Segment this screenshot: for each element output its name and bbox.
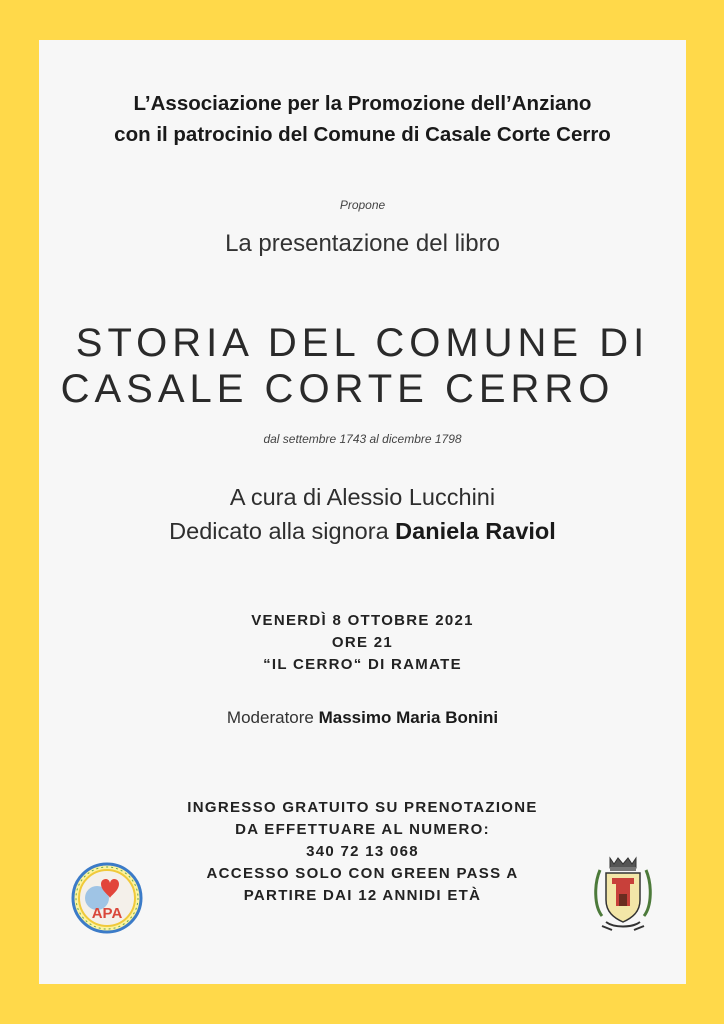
info-line-5: PARTIRE DAI 12 ANNIDI ETÀ — [243, 887, 482, 904]
info-line-2: DA EFFETTUARE AL NUMERO: — [235, 821, 490, 838]
moderator-label: Moderatore — [226, 708, 314, 727]
propone-label: Propone — [339, 198, 386, 212]
dedication-line — [39, 514, 686, 548]
event-date: VENERDÌ 8 OTTOBRE 2021 — [251, 612, 474, 629]
coat-of-arms-icon — [592, 854, 654, 936]
book-title — [39, 320, 686, 412]
moderator-name: Massimo Maria Bonini — [318, 708, 499, 727]
organizer-header — [39, 88, 686, 150]
patronage-line: con il patrocinio del Comune di Casale Corte Cerro — [114, 123, 611, 146]
event-place: “IL CERRO“ DI RAMATE — [263, 656, 462, 673]
info-phone: 340 72 13 068 — [306, 843, 419, 860]
organizer-line: L’Associazione per la Promozione dell’Anziano — [133, 92, 592, 115]
dedication-name: Daniela Raviol — [395, 518, 556, 544]
apa-logo-letters: APA — [91, 905, 123, 922]
info-line-4: ACCESSO SOLO CON GREEN PASS A — [206, 865, 519, 882]
book-title-line-2: CASALE CORTE CERRO — [60, 367, 615, 411]
credits — [39, 480, 686, 548]
curator-line: A cura di Alessio Lucchini — [229, 484, 496, 510]
poster-sheet — [39, 40, 686, 984]
moderator-line — [39, 708, 686, 728]
apa-logo-icon — [71, 862, 143, 934]
event-details — [39, 610, 686, 676]
book-title-line-1: STORIA DEL COMUNE DI — [75, 321, 650, 365]
book-subtitle: dal settembre 1743 al dicembre 1798 — [263, 432, 462, 446]
info-line-1: INGRESSO GRATUITO SU PRENOTAZIONE — [187, 799, 538, 816]
presentation-label: La presentazione del libro — [225, 230, 500, 257]
event-time: ORE 21 — [331, 634, 394, 651]
dedication-prefix: Dedicato alla signora — [169, 518, 389, 544]
